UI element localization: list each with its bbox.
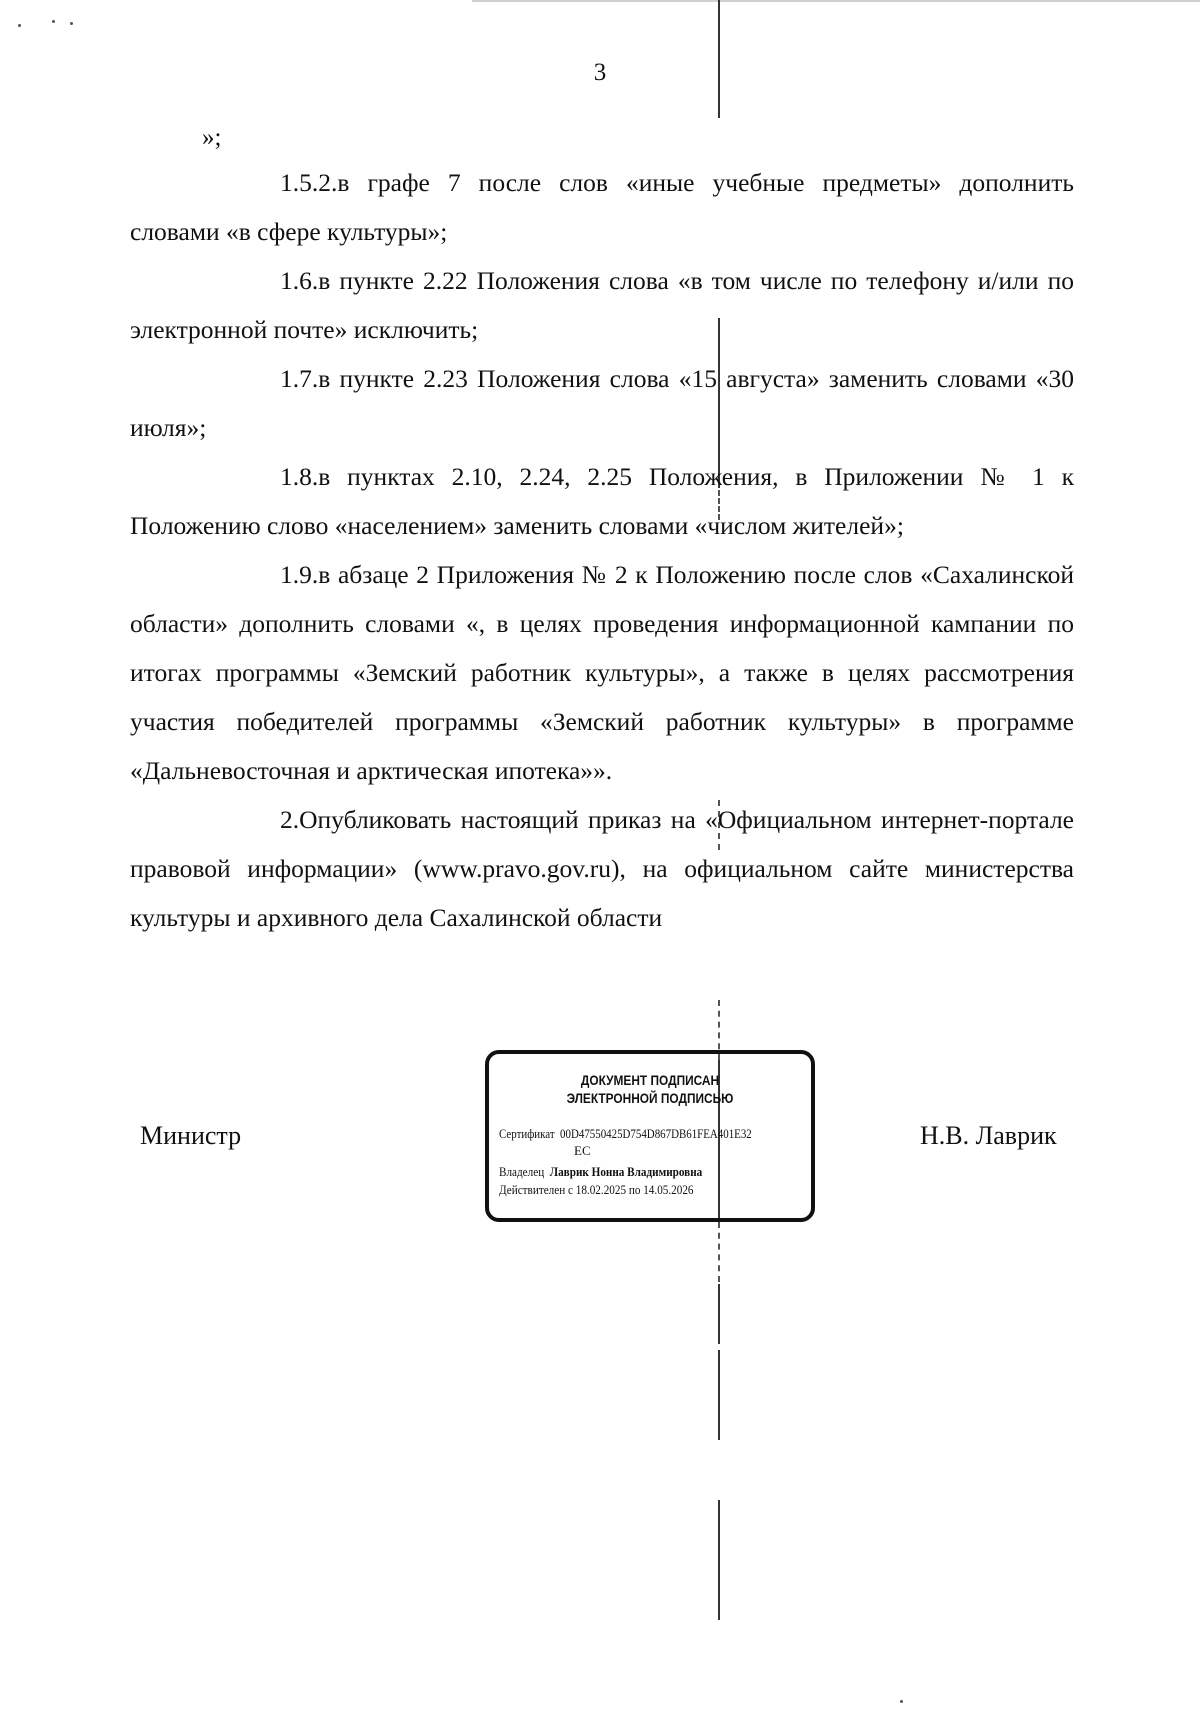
paragraph-1-6 <box>130 256 1074 354</box>
scan-fold-line <box>718 1284 720 1344</box>
paragraph-1-7 <box>130 354 1074 452</box>
scan-speck <box>70 22 73 25</box>
paragraph-2 <box>130 795 1074 942</box>
signatory-title: Министр <box>140 1121 242 1150</box>
stamp-owner-label: Владелец <box>499 1164 545 1179</box>
scan-speck <box>52 20 55 23</box>
signatory-name: Н.В. Лаврик <box>920 1121 1057 1150</box>
paragraph-text: Опубликовать настоящий приказ на «Официальном интернет-портале правовой информации» (www.pravo.gov.ru), на официальном сайте министерства культуры и архивного дела Сахалинской области <box>130 805 1074 932</box>
paragraph-text: в пункте 2.22 Положения слова «в том числе по телефону и/или по электронной почте» исключить; <box>130 266 1074 344</box>
electronic-signature-stamp <box>485 1050 815 1222</box>
paragraph-text: в графе 7 после слов «иные учебные предметы» дополнить словами «в сфере культуры»; <box>130 168 1074 246</box>
paragraph-text: в абзаце 2 Приложения № 2 к Положению после слов «Сахалинской области» дополнить словами «, в целях проведения информационной кампании по итогах программы «Земский работник культуры», а также в целях рассмотрения участия победителей программы «Земский работник культуры» в программе «Дальневосточная и арктическая ипотека»». <box>130 560 1074 785</box>
stamp-certificate-value: 00D47550425D754D867DB61FEA401E32 <box>560 1126 752 1141</box>
quote-close-text: »; <box>202 124 222 151</box>
stamp-validity: Действителен с 18.02.2025 по 14.05.2026 <box>499 1182 694 1197</box>
stamp-owner <box>499 1164 702 1180</box>
body-text <box>130 158 1074 942</box>
stamp-heading-line-2: ЭЛЕКТРОННОЙ ПОДПИСЬЮ <box>566 1091 734 1106</box>
paragraph-number: 1.5.2. <box>280 168 338 197</box>
paragraph-1-8 <box>130 452 1074 550</box>
top-scan-edge <box>472 0 1200 2</box>
scan-speck <box>900 1700 903 1703</box>
scan-fold-line <box>718 1500 720 1620</box>
stamp-certificate-label: Сертификат <box>499 1126 555 1141</box>
stamp-heading <box>508 1072 791 1108</box>
paragraph-1-9 <box>130 550 1074 795</box>
page-number: 3 <box>593 59 607 86</box>
paragraph-number: 1.7. <box>280 364 319 393</box>
paragraph-number: 1.6. <box>280 266 319 295</box>
paragraph-text: в пунктах 2.10, 2.24, 2.25 Положения, в Приложении № 1 к Положению слово «населением» заменить словами «числом жителей»; <box>130 462 1074 540</box>
stamp-owner-value: Лаврик Нонна Владимировна <box>549 1164 703 1179</box>
stamp-certificate-continuation: EC <box>574 1143 591 1158</box>
paragraph-1-5-2 <box>130 158 1074 256</box>
stamp-certificate <box>499 1126 752 1142</box>
paragraph-number: 1.9. <box>280 560 319 589</box>
scan-speck <box>18 24 21 27</box>
paragraph-number: 1.8. <box>280 462 319 491</box>
paragraph-number: 2. <box>280 805 300 834</box>
scan-fold-line <box>718 1350 720 1440</box>
scan-fold-line <box>718 1222 720 1282</box>
paragraph-text: в пункте 2.23 Положения слова «15 августа» заменить словами «30 июля»; <box>130 364 1074 442</box>
stamp-heading-line-1: ДОКУМЕНТ ПОДПИСАН <box>580 1073 720 1088</box>
